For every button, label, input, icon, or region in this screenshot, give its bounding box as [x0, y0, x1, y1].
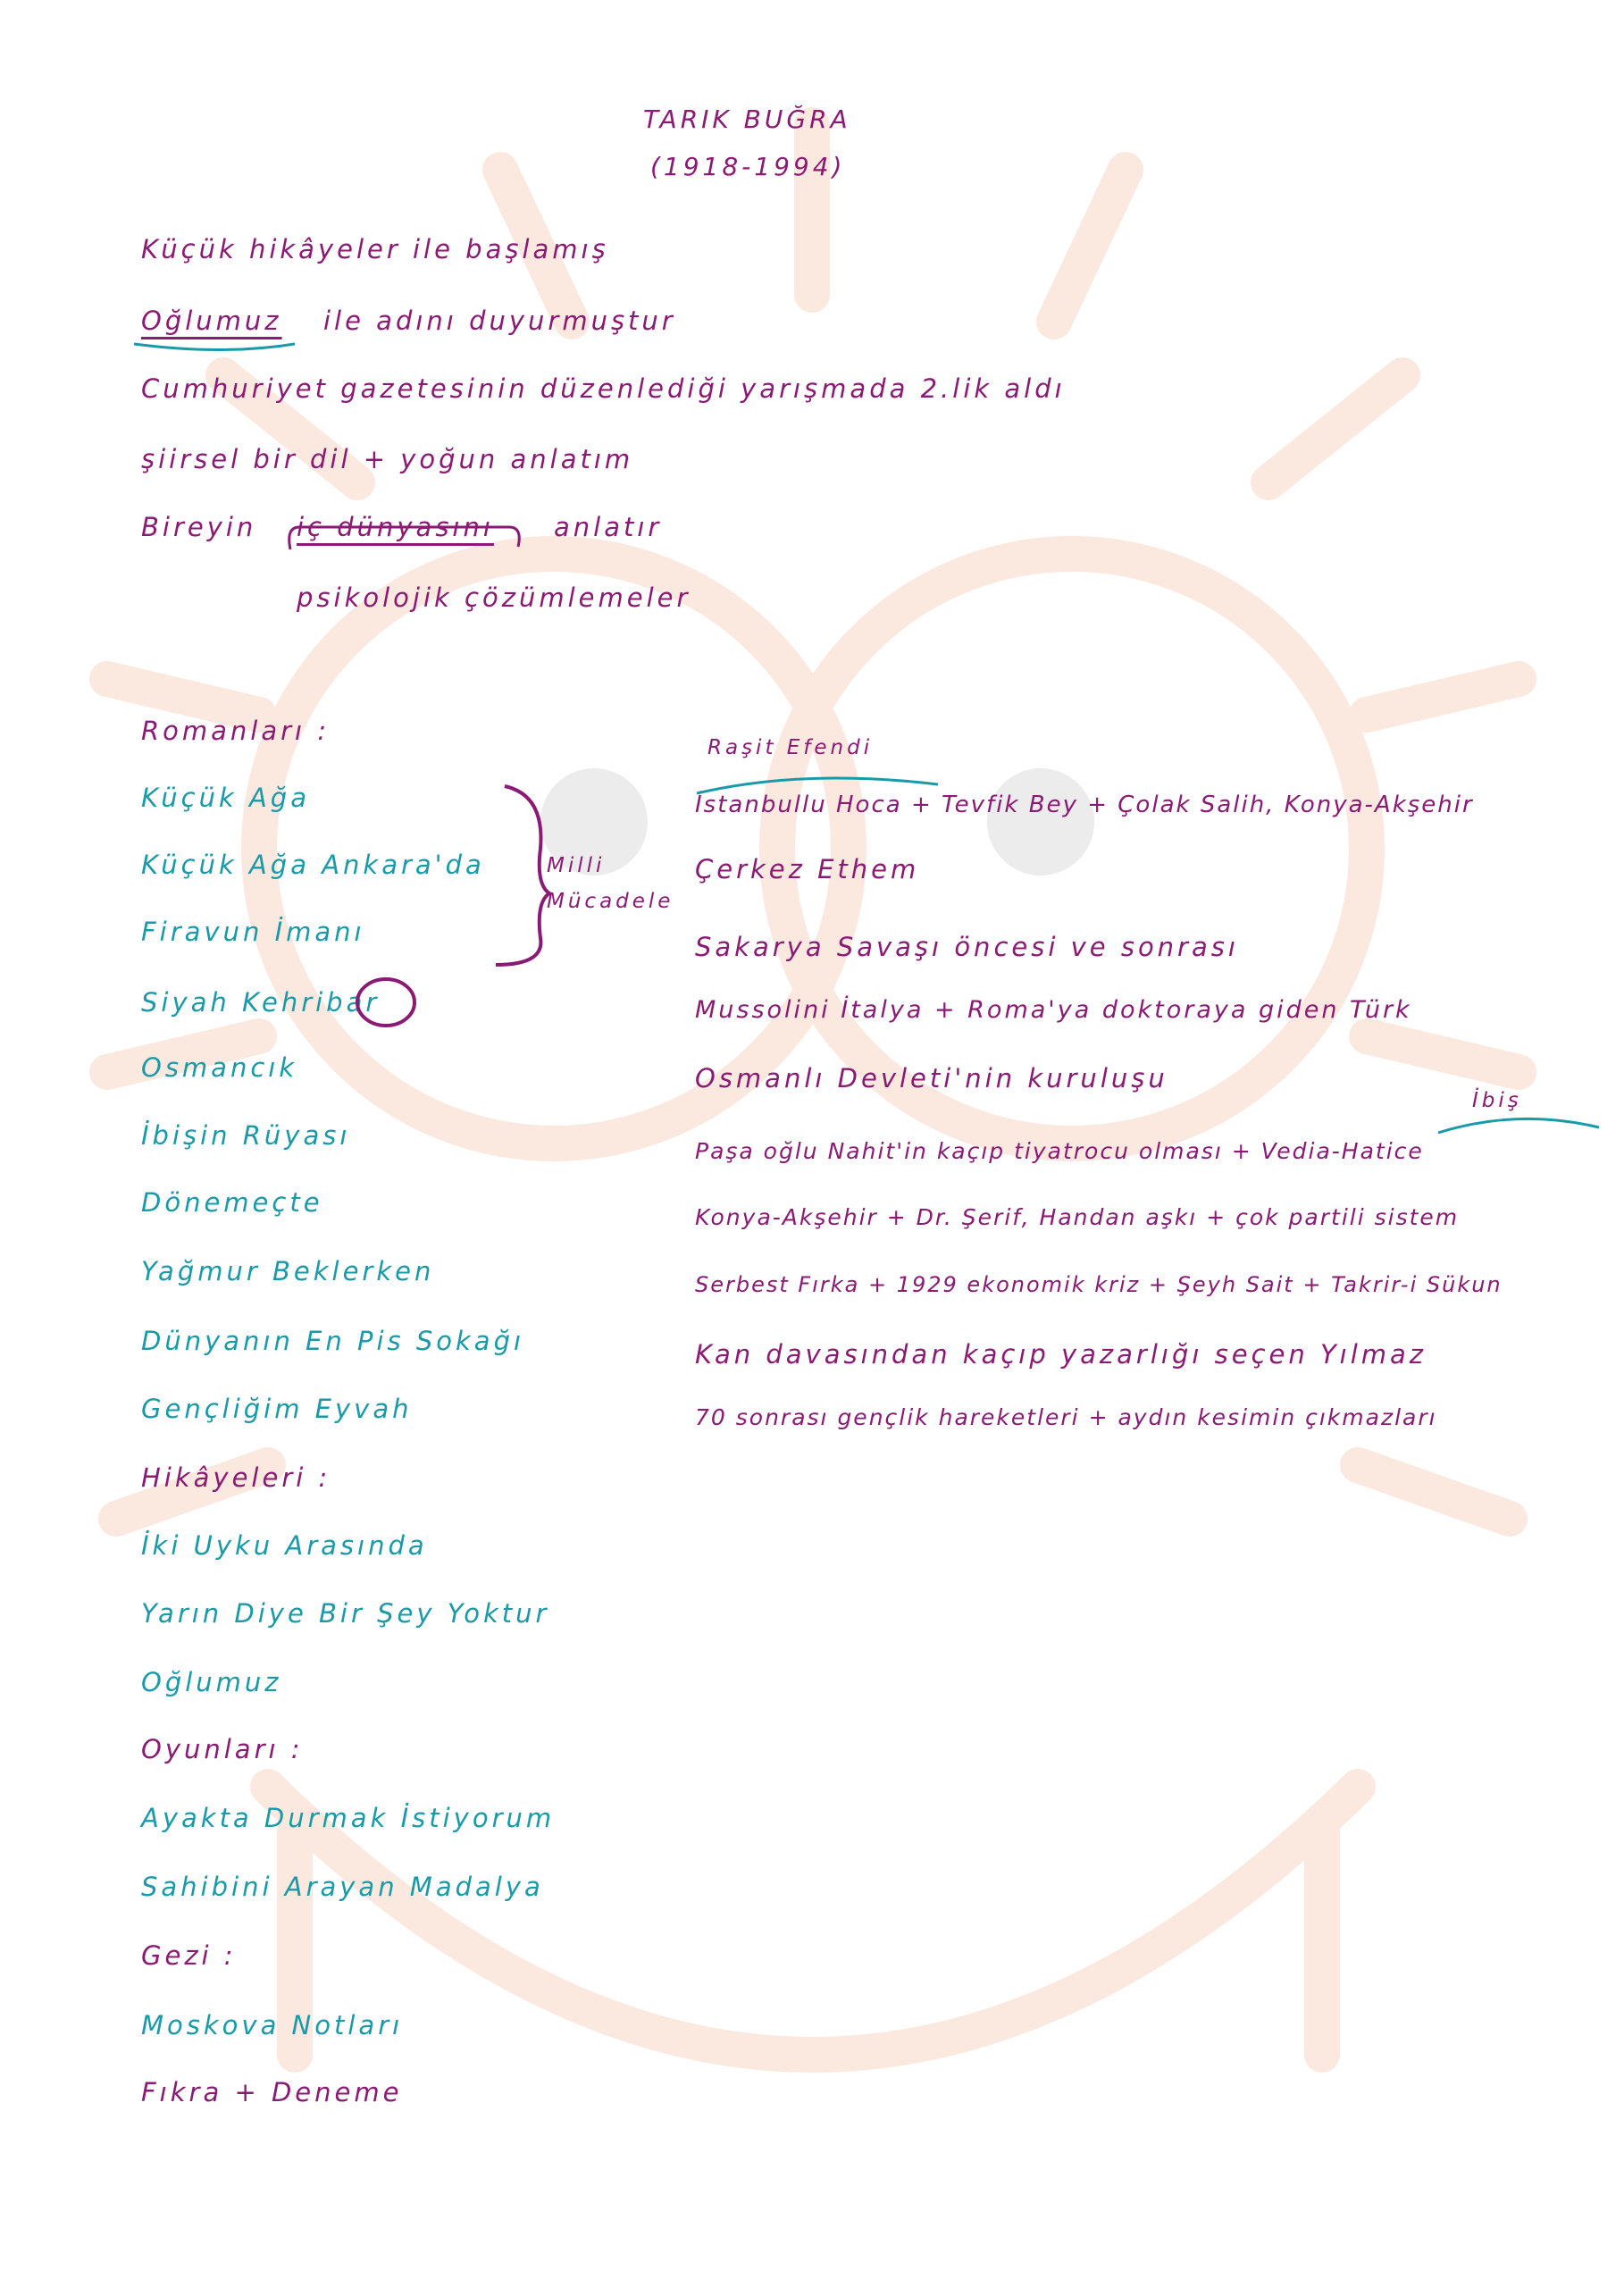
novel-summary: Mussolini İtalya + Roma'ya doktoraya giden Türk — [695, 996, 1412, 1024]
novel-summary: Çerkez Ethem — [695, 854, 920, 884]
play-title: Ayakta Durmak İstiyorum — [141, 1803, 556, 1833]
novel-summary: Sakarya Savaşı öncesi ve sonrası — [695, 932, 1239, 962]
novel-summary: Serbest Fırka + 1929 ekonomik kriz + Şeyh Sait + Takrir-i Sükun — [695, 1272, 1503, 1297]
misc-genres: Fıkra + Deneme — [141, 2077, 403, 2107]
annotation-ibis: İbiş — [1472, 1089, 1522, 1112]
novel-title: Osmancık — [141, 1052, 298, 1083]
author-name: TARIK BUĞRA — [643, 105, 851, 134]
novel-title: Dünyanın En Pis Sokağı — [141, 1326, 525, 1356]
novel-summary: Paşa oğlu Nahit'in kaçıp tiyatrocu olması + Vedia-Hatice — [695, 1138, 1424, 1164]
novel-summary: İstanbullu Hoca + Tevfik Bey + Çolak Salih, Konya-Akşehir — [695, 792, 1474, 818]
novel-title: İbişin Rüyası — [141, 1120, 351, 1151]
intro-line: Cumhuriyet gazetesinin düzenlediği yarışmada 2.lik aldı — [141, 373, 1066, 404]
novel-title: Küçük Ağa — [141, 783, 310, 813]
section-heading: Hikâyeleri : — [141, 1462, 331, 1493]
intro-line: anlatır — [554, 512, 663, 542]
author-years: (1918-1994) — [650, 152, 846, 181]
bracket-note: Mücadele — [547, 890, 674, 913]
travel-title: Moskova Notları — [141, 2010, 404, 2040]
intro-line: Küçük hikâyeler ile başlamış — [141, 234, 609, 264]
story-title: İki Uyku Arasında — [141, 1530, 428, 1561]
novel-summary: Osmanlı Devleti'nin kuruluşu — [695, 1063, 1168, 1093]
novel-summary: 70 sonrası gençlik hareketleri + aydın kesimin çıkmazları — [695, 1404, 1437, 1430]
annotation-rasit: Raşit Efendi — [707, 736, 874, 759]
section-heading: Romanları : — [141, 716, 331, 746]
story-title: Yarın Diye Bir Şey Yoktur — [141, 1598, 550, 1629]
play-title: Sahibini Arayan Madalya — [141, 1872, 544, 1902]
novel-title: Dönemeçte — [141, 1187, 323, 1218]
novel-title: Gençliğim Eyvah — [141, 1394, 413, 1424]
novel-title: Firavun İmanı — [141, 917, 365, 947]
novel-summary: Konya-Akşehir + Dr. Şerif, Handan aşkı + çok partili sistem — [695, 1204, 1460, 1230]
story-title: Oğlumuz — [141, 1667, 282, 1697]
intro-line: psikolojik çözümlemeler — [297, 582, 691, 613]
intro-line: Bireyin — [141, 512, 257, 542]
intro-line: şiirsel bir dil + yoğun anlatım — [141, 444, 634, 474]
intro-line: ile adını duyurmuştur — [323, 306, 676, 336]
novel-summary: Kan davasından kaçıp yazarlığı seçen Yılmaz — [695, 1339, 1427, 1370]
section-heading: Gezi : — [141, 1940, 237, 1971]
novel-title: Siyah Kehribar — [141, 987, 381, 1018]
intro-highlight: Oğlumuz — [141, 306, 282, 336]
bracket-note: Milli — [547, 854, 606, 877]
novel-title: Küçük Ağa Ankara'da — [141, 850, 485, 880]
section-heading: Oyunları : — [141, 1734, 304, 1764]
intro-highlight: iç dünyasını — [297, 512, 494, 542]
novel-title: Yağmur Beklerken — [141, 1256, 435, 1286]
